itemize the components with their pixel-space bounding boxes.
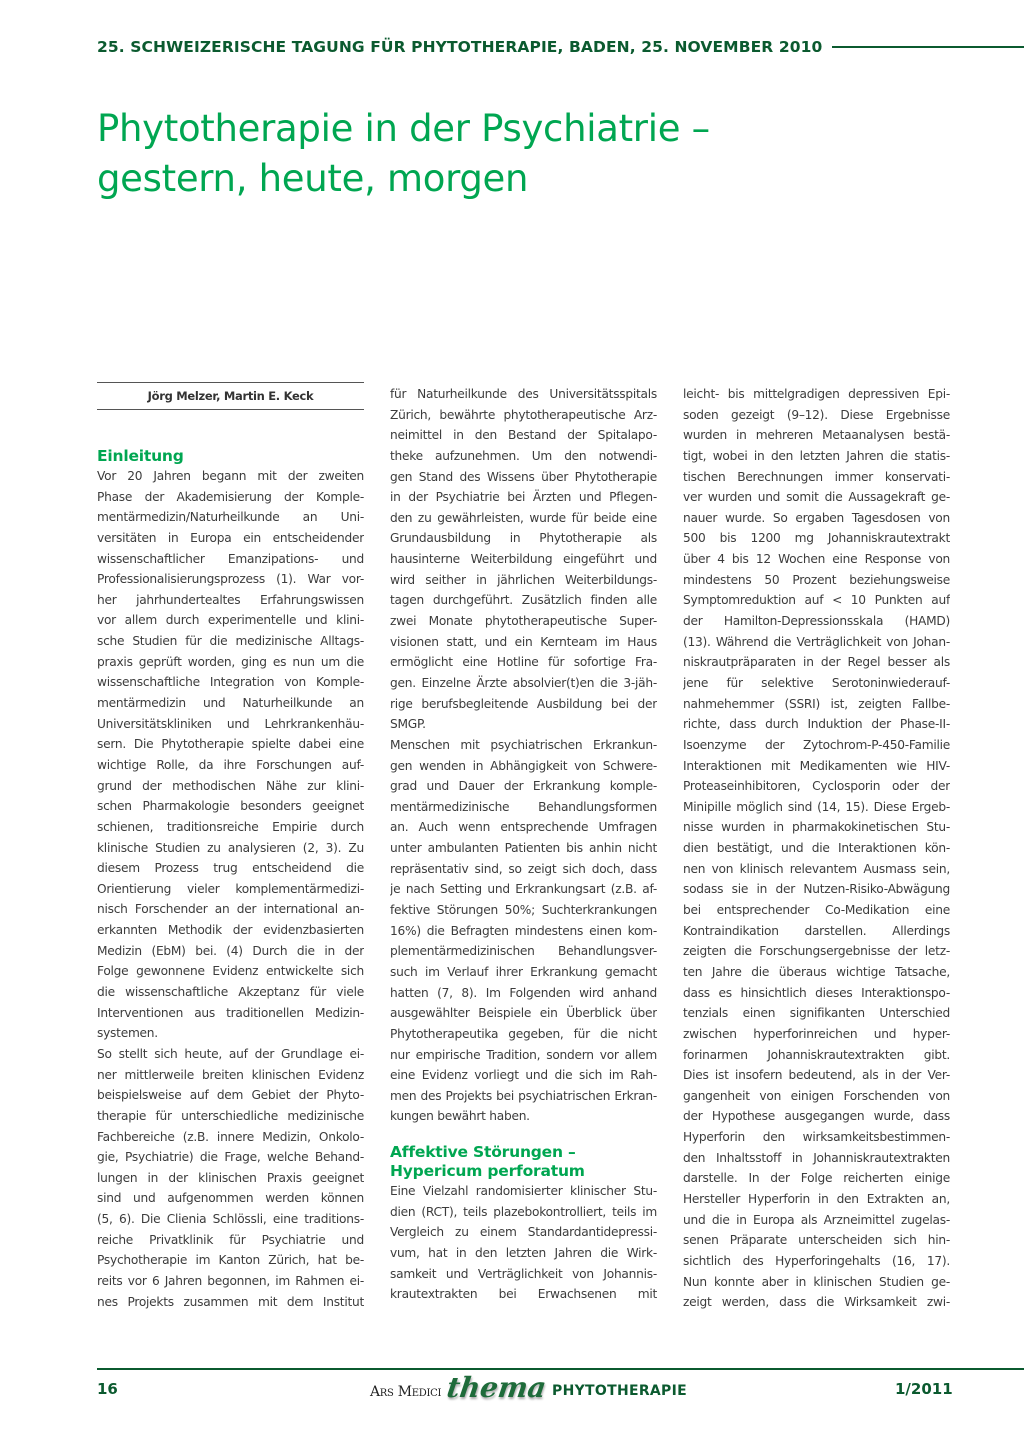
- column-1: [97, 382, 364, 1312]
- column-2-body-continued: [390, 1181, 657, 1305]
- text-line: Medizin (EbM) bei. (4) Durch die in der: [97, 943, 364, 958]
- text-line: Vor 20 Jahren begann mit der zweiten: [97, 469, 364, 483]
- heading-line: Affektive Störungen –: [390, 1143, 576, 1162]
- text-line: grund der methodischen Nähe zur klini-: [97, 778, 364, 793]
- text-line: repräsentativ sind, so zeigt sich doch, dass: [390, 861, 657, 876]
- text-line: nahmehemmer (SSRI) ist, zeigten Fallbe-: [683, 696, 950, 711]
- text-line: diesem Prozess trug entscheidend die: [97, 861, 364, 876]
- text-line: leicht- bis mittelgradigen depressiven Epi-: [683, 387, 950, 401]
- text-line: her jahrhundertealtes Erfahrungswissen: [97, 592, 364, 607]
- text-line: kungen bewährt haben.: [390, 1109, 530, 1124]
- column-3: [683, 384, 950, 1313]
- header-rule: [832, 46, 1024, 48]
- text-line: tigt, wobei in den letzten Jahren die statis-: [683, 448, 950, 463]
- text-line: erkannten Methodik der evidenzbasierten: [97, 923, 364, 938]
- text-line: krautextrakten bei Erwachsenen mit: [390, 1287, 657, 1302]
- text-line: systemen.: [97, 1026, 158, 1041]
- text-line: SMGP.: [390, 717, 426, 732]
- text-line: in der Psychiatrie bei Ärzten und Pflegen-: [390, 490, 657, 505]
- text-line: 500 bis 1200 mg Johanniskrautextrakt: [683, 531, 950, 546]
- text-line: versitäten in Europa ein entscheidender: [97, 530, 364, 545]
- text-line: Interaktionen mit Medikamenten wie HIV-: [683, 758, 950, 773]
- article-title: [97, 104, 710, 204]
- text-line: darstelle. In der Folge reicherten einige: [683, 1171, 950, 1186]
- text-line: Fachbereiche (z.B. innere Medizin, Onkolo-: [97, 1129, 364, 1144]
- text-line: theke aufzunehmen. Um den notwendi-: [390, 448, 657, 463]
- text-line: und die in Europa als Arzneimittel zugelas-: [683, 1212, 950, 1227]
- text-line: senen Präparate unterscheiden sich hin-: [683, 1233, 950, 1248]
- text-line: vum, hat in den letzten Jahren die Wirk-: [390, 1245, 657, 1260]
- text-line: Interventionen aus traditionellen Medizin-: [97, 1005, 364, 1020]
- text-line: den Inhaltsstoff in Johanniskrautextrakten: [683, 1150, 950, 1165]
- brand-ars-medici: Ars Medici: [370, 1384, 442, 1400]
- text-line: zeigten die Forschungsergebnisse der letz-: [683, 944, 950, 959]
- text-line: nisch Forschender an der international an-: [97, 902, 364, 917]
- text-line: gie, Psychiatrie) die Frage, welche Behand-: [97, 1150, 364, 1165]
- text-line: an. Auch wenn entsprechende Umfragen: [390, 820, 657, 835]
- text-line: hausinterne Weiterbildung eingeführt und: [390, 552, 657, 567]
- text-line: dass es hinsichtlich dieses Interaktionspo-: [683, 985, 950, 1000]
- section-heading-affektive-stoerungen: [390, 1143, 657, 1181]
- text-line: Professionalisierungsprozess (1). War vor-: [97, 572, 364, 587]
- text-line: bei entsprechender Co-Medikation eine: [683, 903, 950, 918]
- running-header: [97, 36, 1024, 58]
- text-line: Zürich, bewährte phytotherapeutische Arz-: [390, 407, 657, 422]
- text-line: grad und Dauer der Erkrankung komple-: [390, 779, 657, 794]
- text-line: forinarmen Johanniskrautextrakten gibt.: [683, 1047, 950, 1062]
- page-number: 16: [97, 1380, 118, 1398]
- text-line: visionen statt, und ein Kernteam im Haus: [390, 634, 657, 649]
- text-line: gen wenden in Abhängigkeit von Schwere-: [390, 758, 657, 773]
- text-line: eine Evidenz vorliegt und die sich im Rah-: [390, 1068, 657, 1083]
- text-line: unter ambulanten Patienten bis anhin nicht: [390, 841, 657, 856]
- text-line: ner mittlerweile breiten klinischen Evidenz: [97, 1067, 364, 1082]
- text-line: Dies ist insofern bedeutend, als in der Ver-: [683, 1068, 950, 1083]
- text-line: Kontraindikation darstellen. Allerdings: [683, 923, 950, 938]
- text-line: sind und aufgenommen werden können: [97, 1191, 364, 1206]
- text-line: Eine Vielzahl randomisierter klinischer Stu-: [390, 1184, 657, 1199]
- text-line: So stellt sich heute, auf der Grundlage ei-: [97, 1046, 364, 1061]
- text-line: ten Jahre die überaus wichtige Tatsache,: [683, 964, 950, 979]
- text-line: 16%) die Befragten mindestens einen kom-: [390, 923, 657, 938]
- text-line: dien (RCT), teils plazebokontrolliert, teils im: [390, 1204, 657, 1219]
- text-line: nauer wurde. So ergaben Tagesdosen von: [683, 510, 950, 525]
- text-line: der Hypothese ausgegangen wurde, dass: [683, 1109, 950, 1124]
- text-line: tagen durchgeführt. Zusätzlich finden alle: [390, 593, 657, 608]
- text-line: mentärmedizinische Behandlungsformen: [390, 799, 657, 814]
- author-byline: Jörg Melzer, Martin E. Keck: [147, 389, 314, 403]
- text-line: schen Pharmakologie besonders geeignet: [97, 799, 364, 814]
- text-line: Grundausbildung in Phytotherapie als: [390, 531, 657, 546]
- column-2: [390, 384, 657, 1305]
- text-line: praxis geprüft worden, ging es nun um die: [97, 654, 364, 669]
- text-line: für Naturheilkunde des Universitätsspitals: [390, 387, 657, 401]
- text-line: Menschen mit psychiatrischen Erkrankun-: [390, 737, 657, 752]
- text-line: mindestens 50 Prozent beziehungsweise: [683, 572, 950, 587]
- text-line: wichtige Rolle, da ihre Forschungen auf-: [97, 757, 364, 772]
- text-line: vor allem durch experimentelle und klini-: [97, 613, 364, 628]
- text-line: sodass sie in der Nutzen-Risiko-Abwägung: [683, 882, 950, 897]
- text-line: tischen Berechnungen immer konservati-: [683, 469, 950, 484]
- spacer: [97, 410, 364, 446]
- text-line: neimittel in den Bestand der Spitalapo-: [390, 428, 657, 443]
- text-line: richte, dass durch Induktion der Phase-II-: [683, 717, 950, 732]
- text-line: jene für selektive Serotoninwiederauf-: [683, 675, 950, 690]
- text-line: Symptomreduktion auf < 10 Punkten auf: [683, 593, 950, 608]
- brand-thema: thema: [444, 1371, 549, 1404]
- text-line: nes Projekts zusammen mit dem Institut: [97, 1294, 364, 1309]
- text-line: gangenheit von einigen Forschenden von: [683, 1088, 950, 1103]
- text-line: zeigt werden, dass die Wirksamkeit zwi-: [683, 1295, 950, 1310]
- text-line: gen. Einzelne Ärzte absolvier(t)en die 3-jäh-: [390, 675, 657, 690]
- text-line: ermöglicht eine Hotline für sofortige Fra-: [390, 655, 657, 670]
- text-line: niskrautpräparaten in der Regel besser als: [683, 655, 950, 670]
- column-2-body: [390, 384, 657, 1127]
- text-line: ver wurden und somit die Aussagekraft ge-: [683, 490, 950, 505]
- text-line: zwei Monate phytotherapeutische Super-: [390, 614, 657, 629]
- text-line: gen Stand des Wissens über Phytotherapie: [390, 469, 657, 484]
- heading-line: Hypericum perforatum: [390, 1162, 585, 1181]
- text-line: beispielsweise auf dem Gebiet der Phyto-: [97, 1088, 364, 1103]
- text-line: plementärmedizinischen Behandlungsver-: [390, 944, 657, 959]
- text-line: tenzials einen signifikanten Unterschied: [683, 1006, 950, 1021]
- text-line: soden gezeigt (9–12). Diese Ergebnisse: [683, 407, 950, 422]
- text-line: der Hamilton-Depressionsskala (HAMD): [683, 614, 950, 629]
- text-line: den zu gewährleisten, wurde für beide eine: [390, 510, 657, 525]
- text-line: (5, 6). Die Clienia Schlössli, eine traditions-: [97, 1212, 364, 1227]
- text-line: über 4 bis 12 Wochen eine Response von: [683, 552, 950, 567]
- text-line: sern. Die Phytotherapie spielte dabei eine: [97, 737, 364, 752]
- text-line: Phytotherapeutika gegeben, für die nicht: [390, 1026, 657, 1041]
- text-line: Isoenzyme der Zytochrom-P-450-Familie: [683, 737, 950, 752]
- text-line: wird seither in jährlichen Weiterbildungs-: [390, 572, 657, 587]
- text-line: hatten (7, 8). Im Folgenden wird anhand: [390, 985, 657, 1000]
- text-line: Phase der Akademisierung der Komple-: [97, 489, 364, 504]
- text-line: rige berufsbegleitende Ausbildung bei der: [390, 696, 657, 711]
- text-line: Hyperforin den wirksamkeitsbestimmen-: [683, 1130, 950, 1145]
- text-line: wissenschaftliche Integration von Komple-: [97, 675, 364, 690]
- text-line: lungen in der klinischen Praxis geeignet: [97, 1170, 364, 1185]
- text-line: nisse wurden in pharmakokinetischen Stu-: [683, 820, 950, 835]
- text-line: schienen, traditionsreiche Empirie durch: [97, 819, 364, 834]
- text-line: Folge gewonnene Evidenz entwickelte sich: [97, 964, 364, 979]
- text-line: reits vor 6 Jahren begonnen, im Rahmen ei-: [97, 1273, 364, 1288]
- publication-logo: [370, 1372, 687, 1402]
- text-line: Nun konnte aber in klinischen Studien ge-: [683, 1274, 950, 1289]
- issue-number: 1/2011: [895, 1380, 953, 1398]
- text-line: reiche Privatklinik für Psychiatrie und: [97, 1232, 364, 1247]
- text-line: sche Studien für die medizinische Alltags-: [97, 634, 364, 649]
- brand-section: PHYTOTHERAPIE: [552, 1383, 687, 1399]
- text-line: nen von klinisch relevantem Ausmass sein,: [683, 861, 950, 876]
- text-line: wurden in mehreren Metaanalysen bestä-: [683, 428, 950, 443]
- text-line: mentärmedizin und Naturheilkunde an: [97, 696, 364, 711]
- text-line: Universitätskliniken und Lehrkrankenhäu-: [97, 716, 364, 731]
- conference-header: 25. SCHWEIZERISCHE TAGUNG FÜR PHYTOTHERAPIE, BADEN, 25. NOVEMBER 2010: [97, 38, 823, 56]
- text-line: therapie für unterschiedliche medizinische: [97, 1108, 364, 1123]
- column-1-body: [97, 466, 364, 1312]
- text-line: dien bestätigt, und die Interaktionen kön-: [683, 841, 950, 856]
- text-line: ausgewählter Beispiele ein Überblick über: [390, 1006, 657, 1021]
- text-line: klinische Studien zu analysieren (2, 3). Zu: [97, 840, 364, 855]
- column-3-body: [683, 384, 950, 1313]
- text-line: such im Verlauf ihrer Erkrankung gemacht: [390, 964, 657, 979]
- text-line: zwischen hyperforinreichen und hyper-: [683, 1026, 950, 1041]
- text-line: men des Projekts bei psychiatrischen Erkran-: [390, 1088, 657, 1103]
- title-line: Phytotherapie in der Psychiatrie –: [97, 107, 710, 150]
- text-line: Minipille möglich sind (14, 15). Diese Ergeb-: [683, 799, 950, 814]
- text-line: wissenschaftlicher Emanzipations- und: [97, 551, 364, 566]
- text-line: je nach Setting und Erkrankungsart (z.B. af-: [390, 882, 657, 897]
- spacer: [390, 1127, 657, 1143]
- text-line: sichtlich des Hyperforingehalts (16, 17).: [683, 1253, 950, 1268]
- text-line: (13). Während die Verträglichkeit von Johan-: [683, 634, 950, 649]
- section-heading-einleitung: Einleitung: [97, 447, 184, 465]
- title-line: gestern, heute, morgen: [97, 157, 529, 200]
- text-line: Orientierung vieler komplementärmedizi-: [97, 881, 364, 896]
- text-line: Psychotherapie im Kanton Zürich, hat be-: [97, 1253, 364, 1268]
- text-line: Proteaseinhibitoren, Cyclosporin oder der: [683, 779, 950, 794]
- footer-rule: [97, 1368, 1024, 1370]
- text-line: die wissenschaftliche Akzeptanz für viele: [97, 985, 364, 1000]
- text-line: Vergleich zu einem Standardantidepressi-: [390, 1225, 657, 1240]
- text-line: mentärmedizin/Naturheilkunde an Uni-: [97, 510, 364, 525]
- text-line: samkeit und Verträglichkeit von Johannis-: [390, 1266, 657, 1281]
- text-line: Hersteller Hyperforin in den Extrakten an,: [683, 1191, 950, 1206]
- text-line: fektive Störungen 50%; Suchterkrankungen: [390, 903, 657, 918]
- text-line: nur empirische Tradition, sondern vor allem: [390, 1047, 657, 1062]
